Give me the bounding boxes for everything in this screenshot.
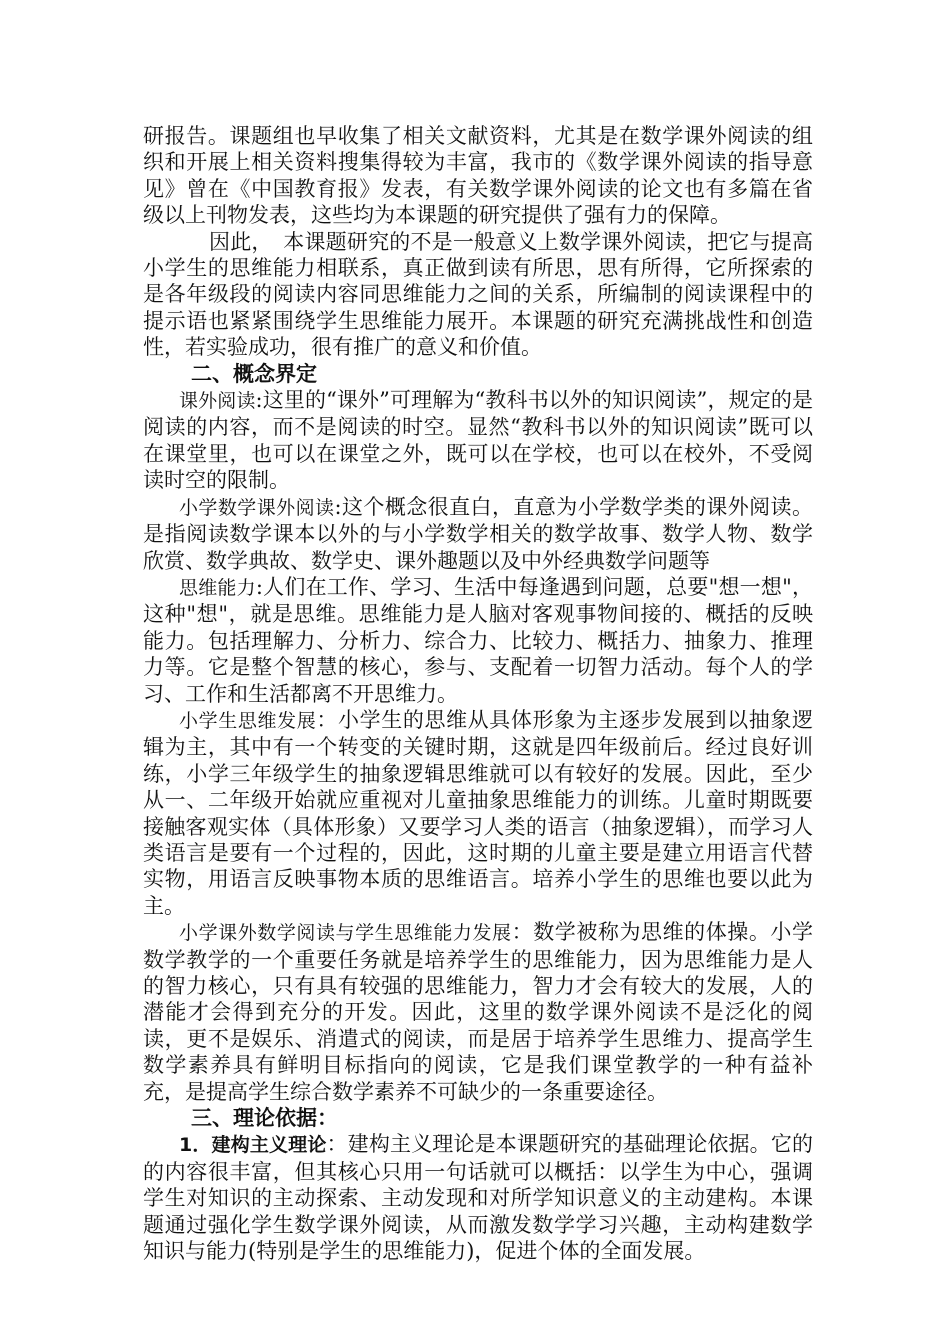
definition-reading-and-thinking (143, 919, 813, 1105)
definition-text: :这里的“课外”可理解为“教科书以外的知识阅读”，规定的是阅读的内容，而不是阅读的时空。显然“教科书以外的知识阅读”既可以在课堂里，也可以在课堂之外，既可以在学校，也可以在校外，不受阅读时空的限制。 (143, 388, 813, 493)
section-heading-concepts: 二、概念界定 (191, 361, 317, 386)
paragraph-intro: 研报告。课题组也早收集了相关文献资料，尤其是在数学课外阅读的组织和开展上相关资料搜集得较为丰富，我市的《数学课外阅读的指导意见》曾在《中国教育报》发表，有关数学课外阅读的论文也有多篇在省级以上刊物发表，这些均为本课题的研究提供了强有力的保障。 (143, 124, 813, 228)
document-page (143, 123, 813, 1264)
definition-student-thinking-development (143, 707, 813, 919)
term-label: 思维能力 (179, 576, 256, 599)
definition-text: ：数学被称为思维的体操。小学数学教学的一个重要任务就是培养学生的思维能力，因为思维能力是人的智力核心，只有具有较强的思维能力，智力才会有较大的发展，人的潜能才会得到充分的开发。因此，这里的数学课外阅读不是泛化的阅读，更不是娱乐、消遣式的阅读，而是居于培养学生思维力、提高学生数学素养具有鲜明目标指向的阅读，它是我们课堂教学的一种有益补充，是提高学生综合数学素养不可缺少的一条重要途径。 (143, 920, 813, 1104)
definition-thinking-ability (143, 574, 813, 707)
term-label: 1．建构主义理论 (179, 1134, 327, 1157)
definition-primary-math-reading (143, 494, 813, 574)
theory-text: ：建构主义理论是本课题研究的基础理论依据。它的的内容很丰富，但其核心只用一句话就可以概括：以学生为中心，强调学生对知识的主动探索、主动发现和对所学知识意义的主动建构。本课题通过强化学生数学课外阅读，从而激发数学学习兴趣，主动构建数学知识与能力(特别是学生的思维能力)，促进个体的全面发展。 (143, 1132, 813, 1264)
definition-extracurricular-reading (143, 387, 813, 494)
term-label: 小学数学课外阅读 (179, 496, 335, 519)
theory-constructivism (143, 1131, 813, 1264)
paragraph-therefore: 因此， 本课题研究的不是一般意义上数学课外阅读，把它与提高小学生的思维能力相联系，真正做到读有所思，思有所得，它所探索的是各年级段的阅读内容同思维能力之间的关系，所编制的阅读课程中的提示语也紧紧围绕学生思维能力展开。本课题的研究充满挑战性和创造性，若实验成功，很有推广的意义和价值。 (143, 229, 813, 360)
definition-text: :人们在工作、学习、生活中每逢遇到问题，总要"想一想"，这种"想"，就是思维。思维能力是人脑对客观事物间接的、概括的反映能力。包括理解力、分析力、综合力、比较力、概括力、抽象力、推理力等。它是整个智慧的核心，参与、支配着一切智力活动。每个人的学习、工作和生活都离不开思维力。 (143, 574, 813, 706)
definition-text: :这个概念很直白，直意为小学数学类的课外阅读。是指阅读数学课本以外的与小学数学相关的数学故事、数学人物、数学欣赏、数学典故、数学史、课外趣题以及中外经典数学问题等 (143, 494, 813, 573)
definition-text: ：小学生的思维从具体形象为主逐步发展到以抽象逻辑为主，其中有一个转变的关键时期，这就是四年级前后。经过良好训练，小学三年级学生的抽象逻辑思维就可以有较好的发展。因此，至少从一、二年级开始就应重视对儿童抽象思维能力的训练。儿童时期既要接触客观实体（具体形象）又要学习人类的语言（抽象逻辑），而学习人类语言是要有一个过程的，因此，这时期的儿童主要是建立用语言代替实物，用语言反映事物本质的思维语言。培养小学生的思维也要以此为主。 (143, 707, 813, 918)
term-label: 课外阅读 (179, 390, 256, 413)
term-label: 小学生思维发展 (179, 709, 317, 732)
term-label: 小学课外数学阅读与学生思维能力发展 (179, 922, 512, 945)
section-heading-theory: 三、理论依据： (191, 1106, 338, 1131)
